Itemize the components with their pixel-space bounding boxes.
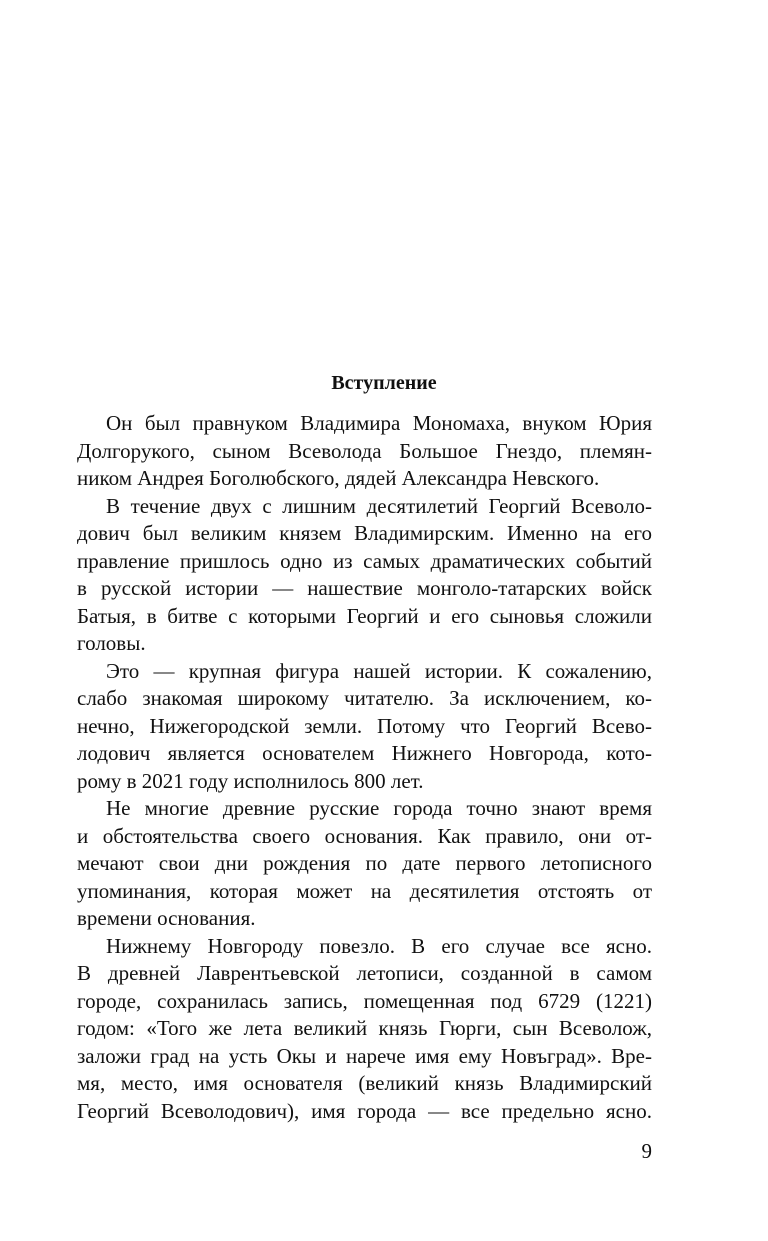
body-text	[77, 410, 652, 1125]
page-number: 9	[641, 1139, 652, 1163]
text-line: ником Андрея Боголюбского, дядей Александра Невского.	[77, 466, 600, 490]
text-line: городе, сохранилась запись, помещенная под 6729 (1221)	[77, 988, 652, 1013]
text-line: в русской истории — нашествие монголо-татарских войск	[77, 576, 652, 600]
text-line: мечают свои дни рождения по дате первого летописного	[77, 851, 652, 875]
text-line: Он был правнуком Владимира Мономаха, внуком Юрия	[106, 411, 652, 435]
text-line: В древней Лаврентьевской летописи, созданной в самом	[77, 961, 652, 985]
text-line: слабо знакомая широкому читателю. За исключением, ко-	[77, 686, 652, 710]
text-line: годом: «Того же лета великий князь Гюрги, сын Всеволож,	[77, 1016, 652, 1040]
text-line: времени основания.	[77, 906, 256, 930]
text-line: нечно, Нижегородской земли. Потому что Георгий Всево-	[77, 713, 652, 738]
text-line: заложи град на усть Окы и нарече имя ему Новъград». Вре-	[77, 1043, 652, 1068]
text-line: мя, место, имя основателя (великий князь Владимирский	[77, 1071, 652, 1095]
text-line: рому в 2021 году исполнилось 800 лет.	[77, 768, 424, 793]
text-line: упоминания, которая может на десятилетия отстоять от	[77, 878, 652, 903]
text-line: правление пришлось одно из самых драматических событий	[77, 548, 652, 573]
text-line: лодович является основателем Нижнего Новгорода, кото-	[77, 741, 652, 765]
text-line: Не многие древние русские города точно знают время	[106, 796, 652, 820]
text-line: головы.	[77, 631, 146, 655]
chapter-title: Вступление	[331, 372, 437, 394]
text-line: Это — крупная фигура нашей истории. К сожалению,	[106, 658, 652, 683]
text-line: Георгий Всеволодович), имя города — все предельно ясно.	[77, 1098, 652, 1123]
text-line: дович был великим князем Владимирским. Именно на его	[77, 521, 652, 545]
text-line: Батыя, в битве с которыми Георгий и его сыновья сложили	[77, 603, 652, 628]
text-line: Долгорукого, сыном Всеволода Большое Гнездо, племян-	[77, 438, 652, 463]
text-line: Нижнему Новгороду повезло. В его случае все ясно.	[106, 933, 652, 958]
text-line: В течение двух с лишним десятилетий Георгий Всеволо-	[106, 493, 652, 518]
text-line: и обстоятельства своего основания. Как правило, они от-	[77, 823, 652, 848]
